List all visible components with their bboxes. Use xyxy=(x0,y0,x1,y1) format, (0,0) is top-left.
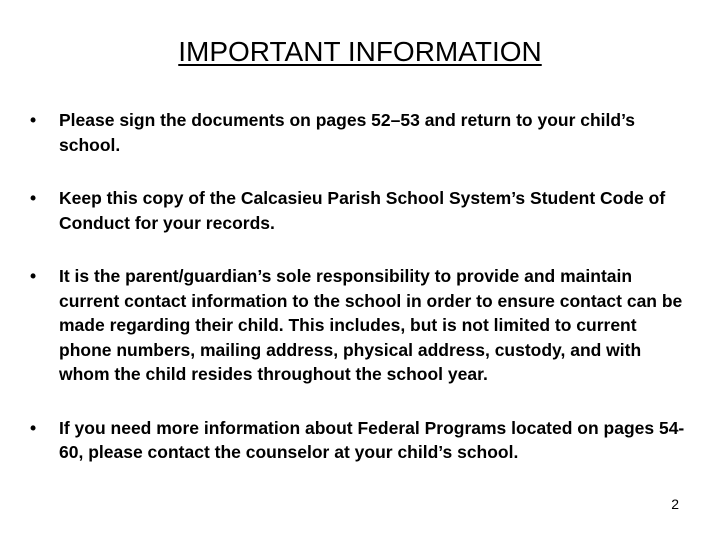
list-item-text: If you need more information about Federal Programs located on pages 54-60, please contact the counselor at your child’s school. xyxy=(59,417,685,462)
bullet-icon: • xyxy=(30,417,37,438)
list-item xyxy=(30,186,686,235)
page-number: 2 xyxy=(671,496,679,512)
list-item-text: Keep this copy of the Calcasieu Parish School System’s Student Code of Conduct for your records. xyxy=(59,188,666,233)
list-item-text: It is the parent/guardian’s sole responsibility to provide and maintain current contact information to the school in order to ensure contact can be made regarding their child. This includes, but is not limited to current phone numbers, mailing address, physical address, custody, and with whom the child resides throughout the school year. xyxy=(59,266,683,384)
page-title: IMPORTANT INFORMATION xyxy=(178,36,542,67)
information-list xyxy=(30,108,686,494)
list-item xyxy=(30,264,686,387)
bullet-icon: • xyxy=(30,110,37,130)
list-item xyxy=(30,108,686,157)
list-item xyxy=(30,416,686,465)
list-item-text: Please sign the documents on pages 52–53 and return to your child’s school. xyxy=(59,110,636,155)
bullet-icon: • xyxy=(30,188,37,208)
bullet-icon: • xyxy=(30,266,37,286)
